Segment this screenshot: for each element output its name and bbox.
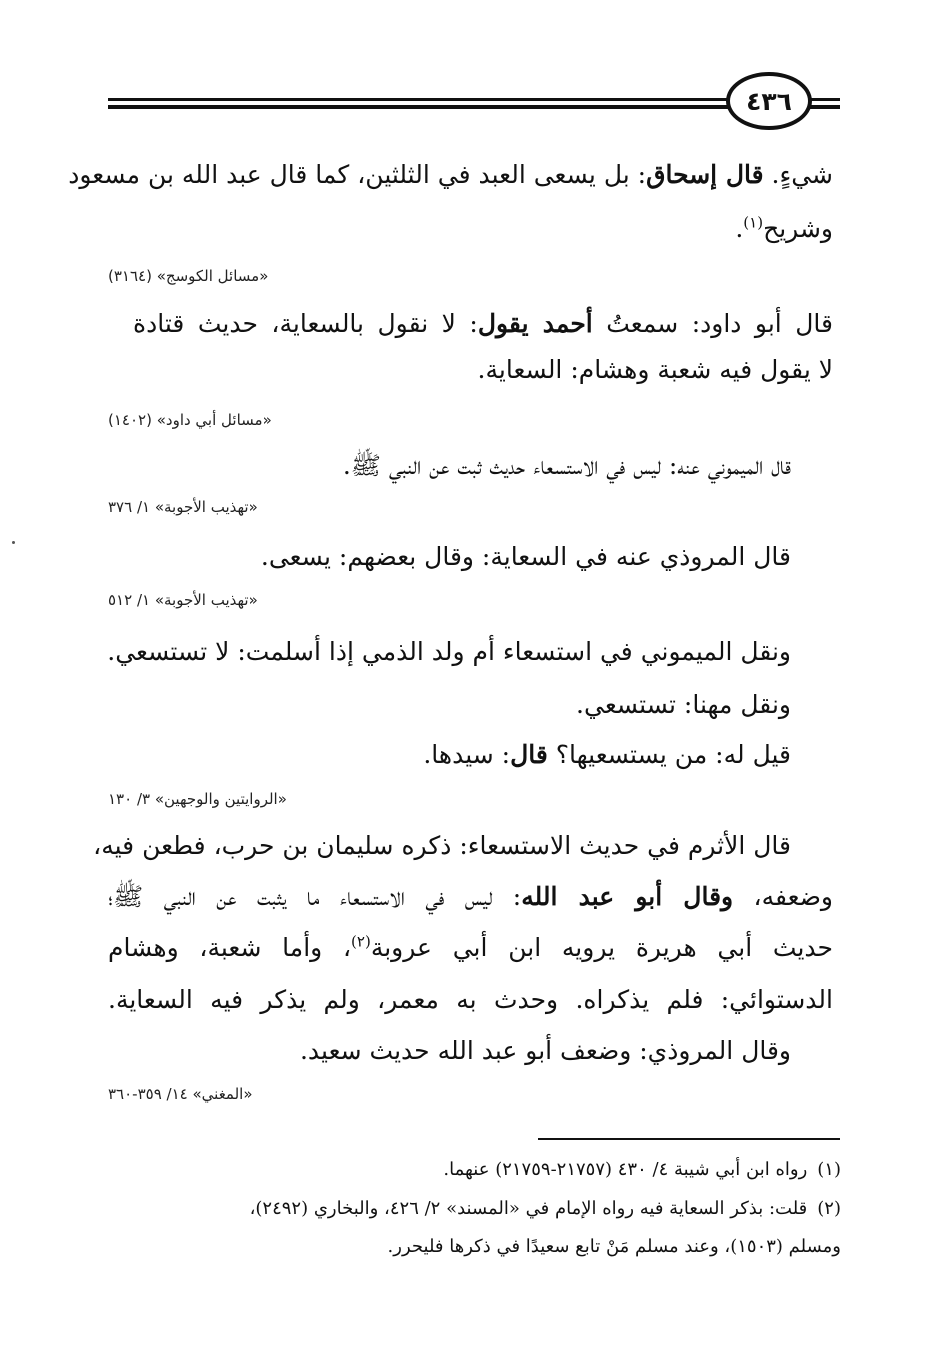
text-line: [300, 1034, 791, 1068]
text-line: [68, 158, 833, 192]
bold-speaker: قال: [510, 740, 548, 769]
bold-speaker: وقال أبو عبد الله: [521, 882, 734, 911]
bold-speaker: قال إسحاق: [646, 160, 764, 189]
footnote-number: (١): [817, 1159, 841, 1180]
text-line: [478, 353, 833, 387]
source-text: «مسائل أبي داود» (١٤٠٢): [108, 411, 272, 429]
page-number: ٤٣٦: [746, 86, 792, 116]
source-text: «تهذيب الأجوبة» ١/ ٥١٢: [108, 591, 258, 609]
text-run: قال الميموني عنه: ليس في الاستسعاء حديث ثبت عن النبي ﷺ.: [342, 451, 791, 480]
text-line: [107, 635, 791, 669]
source-citation: [108, 1084, 253, 1104]
text-run: قال أبو داود: سمعتُ: [592, 309, 833, 338]
text-line: [108, 931, 833, 965]
text-run: وقال المروذي: وضعف أبو عبد الله حديث سعيد.: [299, 1036, 791, 1065]
text-run: : لا نقول بالسعاية، حديث قتادة: [133, 309, 478, 338]
source-text: «تهذيب الأجوبة» ١/ ٣٧٦: [108, 498, 258, 516]
footnote-number: (٢): [817, 1198, 841, 1219]
text-run: شيءٍ.: [763, 160, 833, 189]
text-line: [576, 688, 791, 722]
text-run: ، وأما شعبة، وهشام: [108, 933, 352, 962]
footnote-text: ومسلم (١٥٠٣)، وعند مسلم مَنْ تابع سعيدًا في ذكرها فليحرر.: [387, 1236, 841, 1257]
scan-speck: [12, 541, 15, 544]
source-text: «الروايتين والوجهين» ٣/ ١٣٠: [108, 790, 287, 808]
footnote: [443, 1157, 841, 1183]
footnote-continuation: [388, 1234, 841, 1260]
source-text: «المغني» ١٤/ ٣٥٩-٣٦٠: [108, 1085, 253, 1103]
header-rule-top: [108, 98, 738, 101]
text-run: : سيدها.: [423, 740, 511, 769]
text-run: حديث أبي هريرة يرويه ابن أبي عروبة: [370, 933, 833, 962]
source-citation: [108, 590, 258, 610]
text-run: قال المروذي عنه في السعاية: وقال بعضهم: يسعى.: [260, 542, 791, 571]
header-rule-bottom: [108, 105, 738, 109]
text-run: قال الأثرم في حديث الاستسعاء: ذكره سليمان بن حرب، فطعن فيه،: [93, 831, 791, 860]
text-line: [343, 449, 791, 483]
source-text: «مسائل الكوسج» (٣١٦٤): [108, 267, 269, 285]
source-citation: [108, 410, 272, 430]
text-run: .: [735, 214, 744, 243]
footnote-text: قلت: بذكر السعاية فيه رواه الإمام في «المسند» ٢/ ٤٢٦، والبخاري (٢٤٩٢)،: [249, 1198, 808, 1219]
text-run: ونقل الميموني في استسعاء أم ولد الذمي إذا أسلمت: لا تستسعي.: [107, 637, 791, 666]
text-run: ونقل مهنا: تستسعي.: [576, 690, 791, 719]
page-number-badge: [726, 72, 812, 130]
source-citation: [108, 497, 258, 517]
text-run: وضعفه،: [733, 882, 833, 911]
footnote-text: رواه ابن أبي شيبة ٤/ ٤٣٠ (٢١٧٥٧-٢١٧٥٩) عنهما.: [443, 1159, 808, 1180]
text-run: : بل يسعى العبد في الثلثين، كما قال عبد الله بن مسعود: [68, 160, 647, 189]
text-line: [93, 829, 791, 863]
footnote-marker[interactable]: (٢): [351, 932, 371, 951]
text-line: [108, 983, 833, 1017]
footnote-separator: [538, 1138, 840, 1140]
text-line: [261, 540, 791, 574]
source-citation: [108, 266, 268, 286]
text-line: [108, 880, 833, 914]
text-line: [133, 307, 833, 341]
text-line: [735, 212, 833, 246]
bold-speaker: أحمد يقول: [477, 309, 593, 338]
text-run: قيل له: من يستسعيها؟: [547, 740, 791, 769]
source-citation: [108, 789, 287, 809]
footnote-marker[interactable]: (١): [743, 213, 764, 232]
text-run: وشريح: [763, 214, 833, 243]
footnote: [250, 1196, 841, 1222]
text-run: : ليس في الاستسعاء ما يثبت عن النبي ﷺ؛: [108, 882, 522, 911]
text-run: الدستوائي: فلم يذكراه. وحدث به معمر، ولم يذكر فيه السعاية.: [108, 985, 833, 1014]
text-run: لا يقول فيه شعبة وهشام: السعاية.: [477, 355, 833, 384]
text-line: [423, 738, 791, 772]
